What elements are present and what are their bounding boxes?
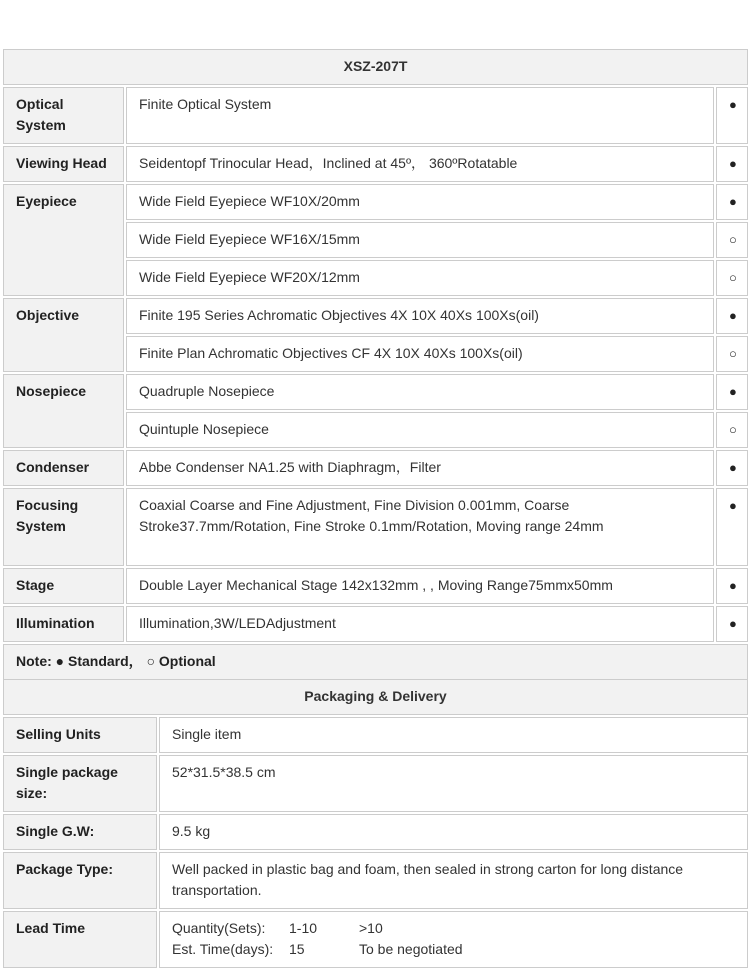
row-value-eyepiece-wf20x: Wide Field Eyepiece WF20X/12mm [126,260,714,296]
est-time-2: To be negotiated [359,941,463,957]
row-value-eyepiece-wf16x: Wide Field Eyepiece WF16X/15mm [126,222,714,258]
row-label-illumination: Illumination [3,606,124,642]
optional-mark: ○ [716,260,748,296]
row-label-viewing-head: Viewing Head [3,146,124,182]
row-label-stage: Stage [3,568,124,604]
optional-mark: ○ [716,222,748,258]
standard-mark: ● [716,450,748,486]
quantity-label: Quantity(Sets): [172,920,266,936]
lead-time-label: Lead Time [3,911,157,968]
row-value-objective-plan: Finite Plan Achromatic Objectives CF 4X 10X 40Xs 100Xs(oil) [126,336,714,372]
row-label-optical-system: Optical System [3,87,124,144]
row-value-condenser: Abbe Condenser NA1.25 with Diaphragm，Filter [126,450,714,486]
lead-time-days-line [172,939,735,960]
standard-mark: ● [716,606,748,642]
est-time-label: Est. Time(days): [172,941,274,957]
row-label-focusing-system: Focusing System [3,488,124,566]
row-value-viewing-head: Seidentopf Trinocular Head，Inclined at 45º， 360ºRotatable [126,146,714,182]
row-label-eyepiece: Eyepiece [3,184,124,296]
quantity-range-1: 1-10 [289,920,318,936]
row-label-nosepiece: Nosepiece [3,374,124,448]
optional-mark: ○ [716,412,748,448]
lead-time-quantity-line [172,918,735,939]
standard-mark: ● [716,298,748,334]
package-type-label: Package Type: [3,852,157,909]
est-time-1: 15 [289,941,305,957]
row-value-focusing-system: Coaxial Coarse and Fine Adjustment, Fine Division 0.001mm, Coarse Stroke37.7mm/Rotation, Fine Stroke 0.1mm/Rotation, Moving range 24mm [126,488,714,566]
row-value-stage: Double Layer Mechanical Stage 142x132mm , , Moving Range75mmx50mm [126,568,714,604]
standard-mark: ● [716,87,748,144]
packaging-delivery-table [1,677,750,970]
row-value-illumination: Illumination,3W/LEDAdjustment [126,606,714,642]
standard-mark: ● [716,184,748,220]
row-label-condenser: Condenser [3,450,124,486]
gross-weight-value: 9.5 kg [159,814,748,850]
optional-mark: ○ [716,336,748,372]
lead-time-value [159,911,748,968]
specification-table [1,47,750,682]
selling-units-label: Selling Units [3,717,157,753]
standard-mark: ● [716,146,748,182]
selling-units-value: Single item [159,717,748,753]
package-size-value: 52*31.5*38.5 cm [159,755,748,812]
package-type-value: Well packed in plastic bag and foam, then sealed in strong carton for long distance transportation. [159,852,748,909]
row-value-optical-system: Finite Optical System [126,87,714,144]
row-value-nosepiece-quintuple: Quintuple Nosepiece [126,412,714,448]
spec-title: XSZ-207T [3,49,748,85]
standard-mark: ● [716,488,748,566]
legend-note: Note: ● Standard， ○ Optional [3,644,748,680]
row-label-objective: Objective [3,298,124,372]
standard-mark: ● [716,374,748,410]
quantity-range-2: >10 [359,920,383,936]
row-value-objective-achromatic: Finite 195 Series Achromatic Objectives 4X 10X 40Xs 100Xs(oil) [126,298,714,334]
row-value-nosepiece-quadruple: Quadruple Nosepiece [126,374,714,410]
package-size-label: Single package size: [3,755,157,812]
packaging-title: Packaging & Delivery [3,679,748,715]
gross-weight-label: Single G.W: [3,814,157,850]
row-value-eyepiece-wf10x: Wide Field Eyepiece WF10X/20mm [126,184,714,220]
standard-mark: ● [716,568,748,604]
